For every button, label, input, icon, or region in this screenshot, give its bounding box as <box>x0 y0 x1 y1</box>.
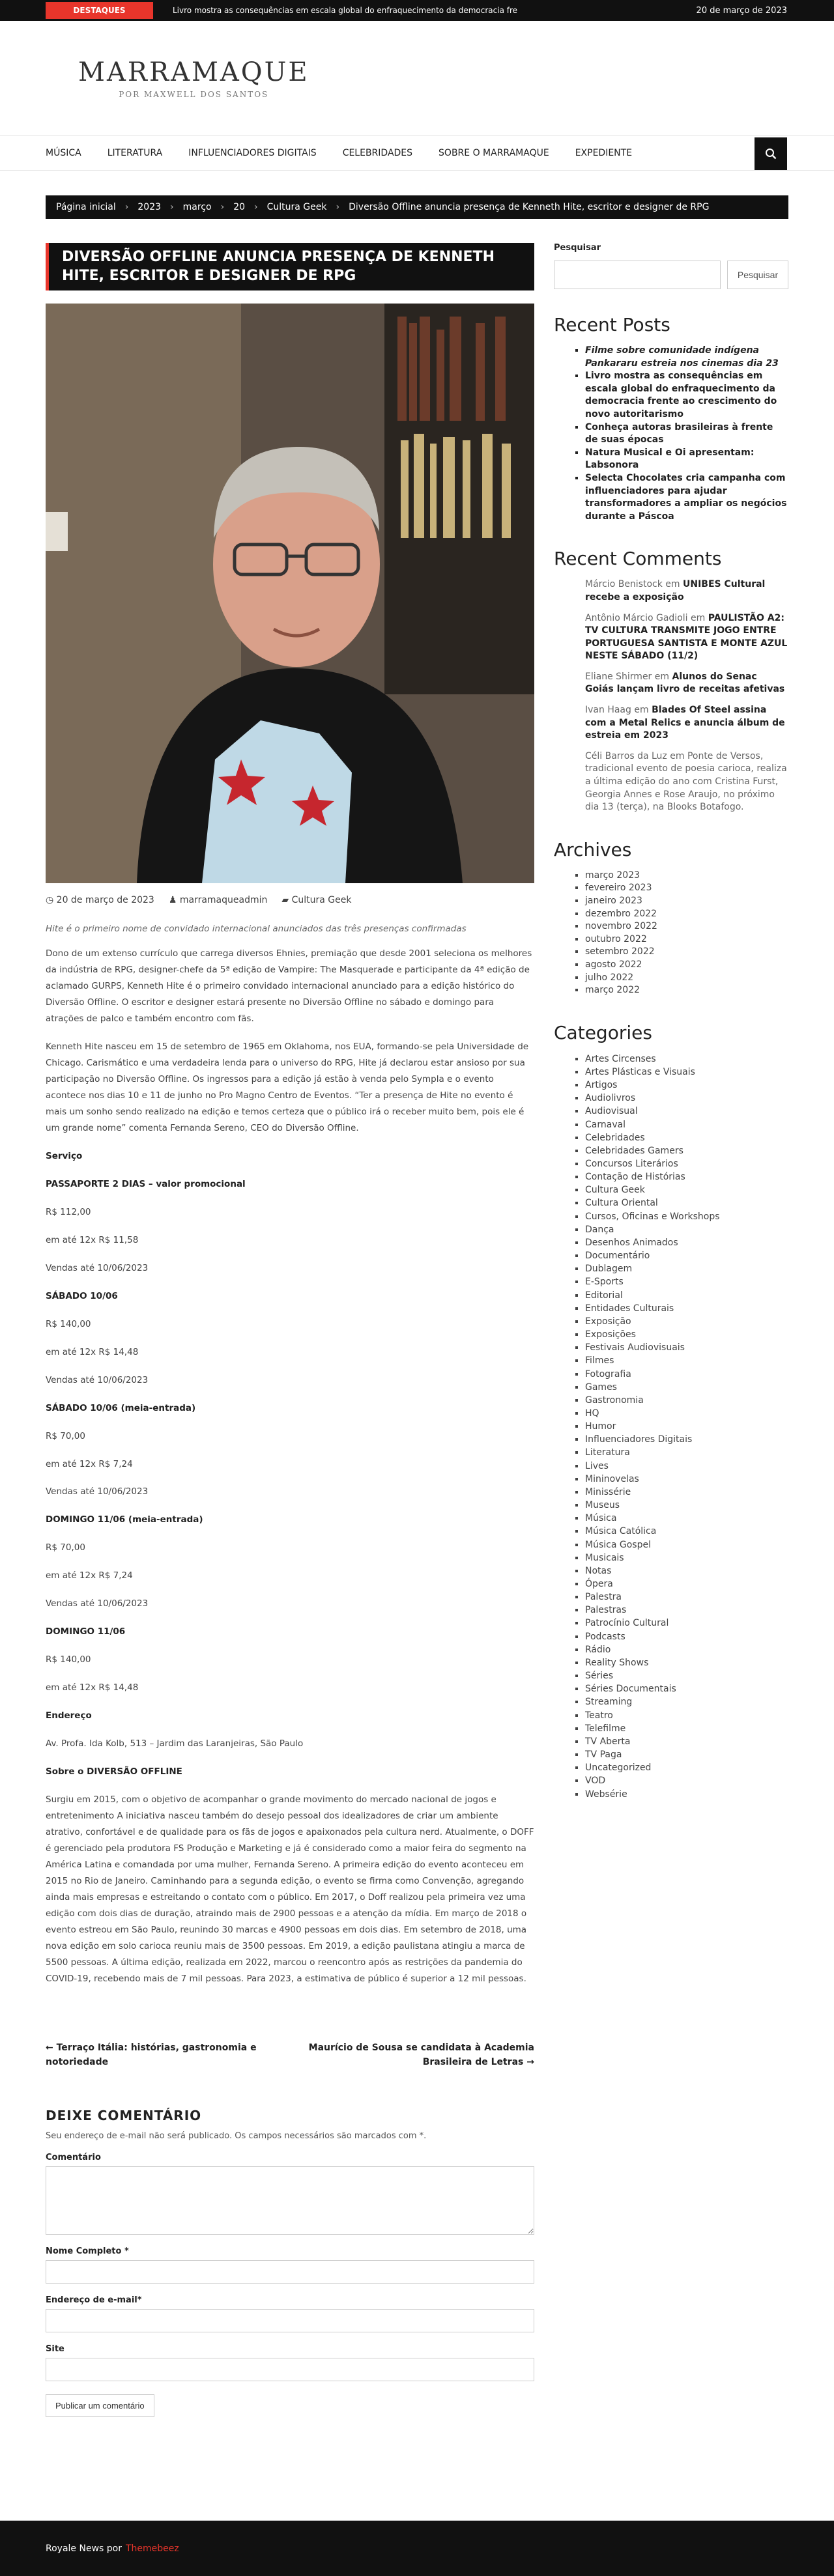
article-paragraph: Av. Profa. Ida Kolb, 513 – Jardim das Laranjeiras, São Paulo <box>46 1738 304 1749</box>
archive-item[interactable]: ▪ janeiro 2023 <box>585 895 788 908</box>
category-item[interactable]: ▪ Literatura <box>585 1446 788 1459</box>
site-header <box>0 21 834 135</box>
logo-name: MARRAMAQUE <box>78 57 309 87</box>
submit-comment-button[interactable]: Publicar um comentário <box>46 2394 154 2417</box>
category-item[interactable]: ▪ Artes Circenses <box>585 1053 788 1066</box>
nav-item-celebridades[interactable]: CELEBRIDADES <box>342 148 413 158</box>
category-item[interactable]: ▪ Dublagem <box>585 1262 788 1275</box>
category-item[interactable]: ▪ Uncategorized <box>585 1761 788 1774</box>
site-label: Site <box>46 2343 65 2354</box>
sidebar-search-input[interactable] <box>554 261 721 289</box>
category-item[interactable]: ▪ E-Sports <box>585 1275 788 1288</box>
nav-item-expediente[interactable]: EXPEDIENTE <box>575 148 633 158</box>
comment-on: em <box>691 612 706 623</box>
category-item[interactable]: ▪ Websérie <box>585 1788 788 1801</box>
archive-item[interactable]: ▪ fevereiro 2023 <box>585 882 788 895</box>
article-paragraph: em até 12x R$ 7,24 <box>46 1458 133 1469</box>
article-heading: PASSAPORTE 2 DIAS – valor promocional <box>46 1178 246 1189</box>
post-title: DIVERSÃO OFFLINE ANUNCIA PRESENÇA DE KENNETH HITE, ESCRITOR E DESIGNER DE RPG <box>46 243 534 290</box>
category-item[interactable]: ▪ Mininovelas <box>585 1473 788 1486</box>
category-item[interactable]: ▪ Contação de Histórias <box>585 1170 788 1183</box>
category-item[interactable]: ▪ Rádio <box>585 1643 788 1656</box>
comment-post-link[interactable]: Blades Of Steel assina com a Metal Relics e anuncia álbum de estreia em 2023 <box>585 705 785 741</box>
comment-textarea[interactable] <box>46 2166 534 2235</box>
recent-posts-widget <box>554 314 788 523</box>
recent-comment-item <box>585 578 788 604</box>
comment-author[interactable]: Céli Barros da Luz <box>585 750 667 761</box>
article-paragraph: R$ 112,00 <box>46 1206 91 1217</box>
article-heading: SÁBADO 10/06 <box>46 1290 118 1301</box>
article-heading: SÁBADO 10/06 (meia-entrada) <box>46 1402 196 1413</box>
logo-subtitle: POR MAXWELL DOS SANTOS <box>119 90 269 99</box>
category-item[interactable]: ▪ Filmes <box>585 1354 788 1367</box>
category-item[interactable]: ▪ TV Paga <box>585 1748 788 1761</box>
category-item[interactable]: ▪ Música Gospel <box>585 1538 788 1551</box>
article-paragraph: Kenneth Hite nasceu em 15 de setembro de 1965 em Oklahoma, nos EUA, formando-se pela Universidade de Chicago. Carismático e uma verdadeira lenda para o universo do RPG, Hite já declarou estar ansioso por sua participação no Diversão Offline. Os ingressos para a edição já estão à venda pelo Sympla e o evento acontece nos dias 10 e 11 de junho no Pro Magno Centro de Eventos. “Ter a presença de Hite no evento é mais um sonho sendo realizado na edição e temos certeza que o público irá o receber muito bem, pois ele é um grande nome” comenta Fernanda Sereno, CEO do Diversão Offline. <box>46 1041 529 1133</box>
category-item[interactable]: ▪ Humor <box>585 1420 788 1433</box>
archives-title: Archives <box>554 838 632 860</box>
category-item[interactable]: ▪ Desenhos Animados <box>585 1236 788 1249</box>
article-heading: DOMINGO 11/06 (meia-entrada) <box>46 1514 203 1525</box>
portrait-illustration <box>46 304 534 883</box>
category-item[interactable]: ▪ Concursos Literários <box>585 1157 788 1170</box>
category-item[interactable]: ▪ Carnaval <box>585 1118 788 1131</box>
comment-post-link[interactable]: PAULISTÃO A2: TV CULTURA TRANSMITE JOGO ENTRE PORTUGUESA SANTISTA E MONTE AZUL NESTE SÁBADO (11/2) <box>585 612 788 662</box>
archive-item[interactable]: ▪ novembro 2022 <box>585 920 788 933</box>
article-paragraph: R$ 140,00 <box>46 1654 91 1665</box>
breadcrumb-current: Diversão Offline anuncia presença de Kenneth Hite, escritor e designer de RPG <box>349 202 710 212</box>
category-item[interactable]: ▪ Séries <box>585 1669 788 1682</box>
post-meta <box>46 895 534 905</box>
category-item[interactable]: ▪ Exposição <box>585 1315 788 1328</box>
category-item[interactable]: ▪ Notas <box>585 1564 788 1578</box>
article-heading: Sobre o DIVERSÃO OFFLINE <box>46 1766 182 1777</box>
top-bar <box>0 0 834 21</box>
comment-label: Comentário <box>46 2152 101 2162</box>
comment-post-link[interactable]: Ponte de Versos, tradicional evento de poesia carioca, realiza a última edição do ano com Cristina Furst, Georgia Annes e Rose Araujo, no próximo dia 13 (terça), na Blooks Botafogo. <box>585 750 787 813</box>
archive-item[interactable]: ▪ julho 2022 <box>585 972 788 985</box>
comment-author[interactable]: Ivan Haag <box>585 705 631 716</box>
site-footer <box>0 2521 834 2576</box>
category-item[interactable]: ▪ Cursos, Oficinas e Workshops <box>585 1210 788 1223</box>
current-date: 20 de março de 2023 <box>696 5 787 16</box>
sidebar-search-button[interactable]: Pesquisar <box>727 261 788 289</box>
category-item[interactable]: ▪ Festivais Audiovisuais <box>585 1341 788 1354</box>
nav-item-influenciadores[interactable]: INFLUENCIADORES DIGITAIS <box>188 148 317 158</box>
site-input[interactable] <box>46 2358 534 2381</box>
archives-widget <box>554 839 788 997</box>
article-paragraph: em até 12x R$ 11,58 <box>46 1234 139 1245</box>
recent-post-item[interactable]: ▪ Conheça autoras brasileiras à frente de suas épocas <box>585 421 788 447</box>
breadcrumb-category[interactable]: Cultura Geek <box>266 202 327 212</box>
article-paragraph: Vendas até 10/06/2023 <box>46 1262 149 1273</box>
category-item[interactable]: ▪ Palestras <box>585 1604 788 1617</box>
category-item[interactable]: ▪ Palestra <box>585 1591 788 1604</box>
category-item[interactable]: ▪ Celebridades <box>585 1131 788 1144</box>
article-paragraph: Dono de um extenso currículo que carrega diversos Ehnies, premiação que desde 2001 seleciona os melhores da indústria de RPG, designer-chefe da 5ª edição de Vampire: The Masquerade e participante da 4ª edição de aclamado GURPS, Kenneth Hite é o primeiro convidado internacional anunciado para a edição histórico do Diversão Offline. O escritor e designer estará presente no Diversão Offline no sábado e domingo para atrações de palco e também encontro com fãs. <box>46 948 532 1025</box>
article-paragraph: R$ 70,00 <box>46 1542 85 1553</box>
comment-form-note: Seu endereço de e-mail não será publicado. Os campos necessários são marcados com *. <box>46 2130 427 2141</box>
category-item[interactable]: ▪ Telefilme <box>585 1722 788 1735</box>
article-paragraph: Vendas até 10/06/2023 <box>46 1598 149 1609</box>
search-icon <box>765 148 777 160</box>
post-body <box>46 946 534 1987</box>
nav-item-sobre[interactable]: SOBRE O MARRAMAQUE <box>439 148 549 158</box>
user-icon: ♟ <box>168 895 180 906</box>
post-date[interactable]: ◷ 20 de março de 2023 <box>46 895 154 906</box>
archive-item[interactable]: ▪ dezembro 2022 <box>585 908 788 921</box>
featured-image <box>46 304 534 883</box>
next-post-link[interactable]: Maurício de Sousa se candidata à Academia Brasileira de Letras → <box>308 2042 534 2068</box>
comment-form <box>46 2108 534 2417</box>
email-input[interactable] <box>46 2309 534 2332</box>
article-paragraph: Vendas até 10/06/2023 <box>46 1374 149 1385</box>
recent-post-item[interactable]: ▪ Selecta Chocolates cria campanha com influenciadores para ajudar transformadores a ampliar os negócios durante a Páscoa <box>585 472 788 523</box>
category-item[interactable]: ▪ Artigos <box>585 1079 788 1092</box>
category-item[interactable]: ▪ Museus <box>585 1499 788 1512</box>
category-item[interactable]: ▪ Editorial <box>585 1289 788 1302</box>
news-ticker[interactable]: Livro mostra as consequências em escala global do enfraquecimento da democracia fre <box>173 6 518 15</box>
category-item[interactable]: ▪ Gastronomia <box>585 1394 788 1407</box>
category-item[interactable]: ▪ TV Aberta <box>585 1735 788 1748</box>
category-item[interactable]: ▪ Lives <box>585 1460 788 1473</box>
comment-author[interactable]: Eliane Shirmer <box>585 671 652 682</box>
main-content <box>46 243 534 2417</box>
footer-theme-link[interactable]: Themebeez <box>125 2543 179 2554</box>
category-item[interactable]: ▪ Influenciadores Digitais <box>585 1433 788 1446</box>
post-category[interactable]: ▰ Cultura Geek <box>281 895 352 906</box>
article-paragraph: em até 12x R$ 14,48 <box>46 1346 139 1357</box>
comment-form-title: DEIXE COMENTÁRIO <box>46 2107 202 2123</box>
category-item[interactable]: ▪ Cultura Geek <box>585 1183 788 1196</box>
image-caption: Hite é o primeiro nome de convidado internacional anunciados das três presenças confirmadas <box>46 924 467 935</box>
recent-comment-item <box>585 671 788 696</box>
recent-posts-title: Recent Posts <box>554 314 670 335</box>
nav-item-literatura[interactable]: LITERATURA <box>107 148 163 158</box>
article-paragraph: R$ 70,00 <box>46 1430 85 1441</box>
name-input[interactable] <box>46 2260 534 2284</box>
article-paragraph: Surgiu em 2015, com o objetivo de acompanhar o grande movimento do mercado nacional de jogos e entretenimento A iniciativa nasceu também do desejo pessoal dos idealizadores de criar um ambiente atrativo, confortável e de qualidade para os fãs de jogos e apaixonados pela cultura nerd. Atualmente, o DOFF é gerenciado pela produtora FS Produção e Marketing e já é considerado como a maior feira do segmento na América Latina e comandada por uma mulher, Fernanda Sereno. A primeira edição do evento aconteceu em 2015 no Rio de Janeiro. Caminhando para a segunda edição, o evento se firma como Convenção, agregando ainda mais empresas e estreitando o contato com o público. Em 2017, o Doff realizou pela primeira vez uma edição com dois dias de duração, atraindo mais de 2900 pessoas e a atenção da mídia. Em março de 2018 o evento estreou em São Paulo, reunindo 30 marcas e 4900 pessoas em dois dias. Em setembro de 2018, uma nova edição em solo carioca reuniu mais de 3500 pessoas. Em 2019, a edição paulistana atingiu a marca de 5500 pessoas. A última edição, realizada em 2022, marcou o reencontro após as restrições da pandemia do COVID-19, recebendo mais de 7 mil pessoas. Para 2023, a estimativa de público é superior a 12 mil pessoas. <box>46 1794 534 1984</box>
category-item[interactable]: ▪ HQ <box>585 1407 788 1420</box>
archive-item[interactable]: ▪ março 2023 <box>585 870 788 883</box>
main-nav <box>0 135 834 171</box>
category-item[interactable]: ▪ Audiolivros <box>585 1092 788 1105</box>
category-item[interactable]: ▪ Entidades Culturais <box>585 1302 788 1315</box>
recent-comments-title: Recent Comments <box>554 548 722 570</box>
archive-item[interactable]: ▪ agosto 2022 <box>585 959 788 972</box>
categories-title: Categories <box>554 1021 652 1043</box>
comment-post-link[interactable]: UNIBES Cultural recebe a exposição <box>585 579 766 602</box>
recent-post-item[interactable]: ▪ Livro mostra as consequências em escala global do enfraquecimento da democracia frente ao crescimento do novo autoritarismo <box>585 370 788 421</box>
recent-comments-widget <box>554 548 788 814</box>
comment-author[interactable]: Antônio Márcio Gadioli <box>585 612 688 623</box>
article-heading: DOMINGO 11/06 <box>46 1626 126 1637</box>
site-logo[interactable] <box>78 57 309 99</box>
search-button[interactable] <box>755 137 787 170</box>
previous-post-link[interactable]: ← Terraço Itália: histórias, gastronomia e notoriedade <box>46 2042 257 2068</box>
email-label: Endereço de e-mail* <box>46 2295 142 2305</box>
article-heading: Endereço <box>46 1710 92 1721</box>
category-item[interactable]: ▪ Dança <box>585 1223 788 1236</box>
recent-comment-item <box>585 704 788 743</box>
category-item[interactable]: ▪ Audiovisual <box>585 1105 788 1118</box>
category-item[interactable]: ▪ Musicais <box>585 1551 788 1564</box>
article-paragraph: em até 12x R$ 14,48 <box>46 1682 139 1693</box>
category-item[interactable]: ▪ Fotografia <box>585 1368 788 1381</box>
comment-on: em <box>665 579 680 590</box>
archive-item[interactable]: ▪ março 2022 <box>585 984 788 997</box>
category-item[interactable]: ▪ Teatro <box>585 1709 788 1722</box>
recent-post-item[interactable]: ▪ Filme sobre comunidade indígena Pankararu estreia nos cinemas dia 23 <box>585 345 788 370</box>
article-paragraph: Vendas até 10/06/2023 <box>46 1486 149 1497</box>
post-navigation <box>46 2041 534 2070</box>
sidebar <box>554 243 788 2417</box>
category-item[interactable]: ▪ Cultura Oriental <box>585 1196 788 1210</box>
article-heading: Serviço <box>46 1150 83 1161</box>
article-paragraph: R$ 140,00 <box>46 1318 91 1329</box>
breadcrumb-home[interactable]: Página inicial <box>56 202 116 212</box>
breadcrumb-month[interactable]: março <box>182 202 212 212</box>
post-author[interactable]: ♟ marramaqueadmin <box>168 895 268 906</box>
category-item[interactable]: ▪ Séries Documentais <box>585 1682 788 1695</box>
article-paragraph: em até 12x R$ 7,24 <box>46 1570 133 1581</box>
sidebar-search-label: Pesquisar <box>554 243 601 253</box>
category-item[interactable]: ▪ Games <box>585 1381 788 1394</box>
category-item[interactable]: ▪ Reality Shows <box>585 1656 788 1669</box>
comment-on: em <box>654 671 670 682</box>
sidebar-search <box>554 261 788 289</box>
category-item[interactable]: ▪ Ópera <box>585 1578 788 1591</box>
category-item[interactable]: ▪ Celebridades Gamers <box>585 1144 788 1157</box>
category-item[interactable]: ▪ Artes Plásticas e Visuais <box>585 1066 788 1079</box>
category-item[interactable]: ▪ Música Católica <box>585 1525 788 1538</box>
category-item[interactable]: ▪ Patrocínio Cultural <box>585 1617 788 1630</box>
footer-text: Royale News por <box>46 2543 122 2554</box>
category-item[interactable]: ▪ Exposições <box>585 1328 788 1341</box>
archive-item[interactable]: ▪ outubro 2022 <box>585 933 788 946</box>
comment-on: em <box>670 750 685 761</box>
comment-post-link[interactable]: Alunos do Senac Goiás lançam livro de receitas afetivas <box>585 671 785 695</box>
recent-post-item[interactable]: ▪ Natura Musical e Oi apresentam: Labsonora <box>585 447 788 472</box>
name-label: Nome Completo * <box>46 2246 129 2256</box>
categories-widget <box>554 1022 788 1801</box>
category-item[interactable]: ▪ Música <box>585 1512 788 1525</box>
category-item[interactable]: ▪ Podcasts <box>585 1630 788 1643</box>
comment-on: em <box>634 705 649 716</box>
comment-author[interactable]: Márcio Benistock <box>585 579 663 590</box>
category-item[interactable]: ▪ Streaming <box>585 1695 788 1708</box>
breadcrumb: Página inicial › 2023 › março › 20 › Cultura Geek › Diversão Offline anuncia presença de Kenneth Hite, escritor e designer de RPG <box>46 195 788 219</box>
recent-comment-item <box>585 612 788 663</box>
category-item[interactable]: ▪ Documentário <box>585 1249 788 1262</box>
category-item[interactable]: ▪ VOD <box>585 1774 788 1787</box>
clock-icon: ◷ <box>46 895 57 906</box>
recent-comment-item <box>585 750 788 814</box>
category-item[interactable]: ▪ Minissérie <box>585 1486 788 1499</box>
highlights-tag: DESTAQUES <box>46 2 153 19</box>
nav-item-musica[interactable]: MÚSICA <box>46 148 81 158</box>
breadcrumb-year[interactable]: 2023 <box>137 202 162 212</box>
archive-item[interactable]: ▪ setembro 2022 <box>585 946 788 959</box>
breadcrumb-day[interactable]: 20 <box>233 202 246 212</box>
folder-icon: ▰ <box>281 895 292 906</box>
